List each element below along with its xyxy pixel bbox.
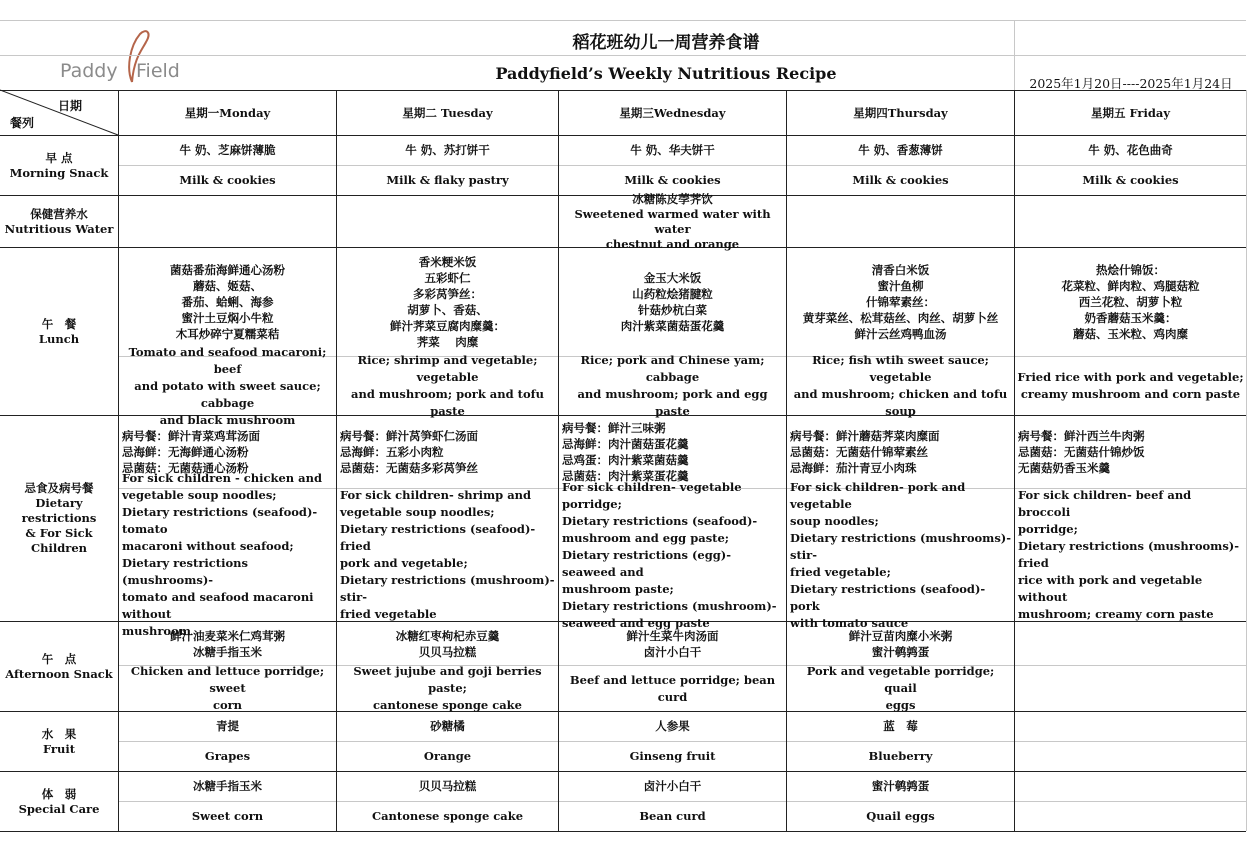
meal-label-en: Fruit [42, 741, 76, 756]
afternoon-cn-tue: 冰糖红枣枸杞赤豆羹 贝贝马拉糕 [395, 628, 500, 659]
meal-label-cn: 午 点 [41, 651, 77, 666]
afternoon-en-tue: Sweet jujube and goji berries paste; cantonese sponge cake [353, 664, 542, 712]
care-en-thu: Quail eggs [866, 809, 935, 823]
care-cn-wed: 卤汁小白干 [643, 779, 702, 793]
lunch-en-fri: Fried rice with pork and vegetable; creamy mushroom and corn paste [1017, 370, 1244, 401]
meal-label-afternoon [0, 622, 118, 711]
lunch-cn-thu: 清香白米饭 蜜汁鱼柳 什锦荤素丝： 黄芽菜丝、松茸菇丝、肉丝、胡萝卜丝 鲜汁云丝鸡鸭血汤 [802, 263, 999, 341]
lunch-cn-mon: 菌菇番茄海鲜通心汤粉 蘑菇、姬菇、 番茄、蛤蜊、海参 蜜汁土豆焖小牛粒 木耳炒碎宁夏糯菜秸 [170, 263, 285, 341]
fruit-en-fri [1015, 742, 1246, 771]
meal-label-diet [0, 416, 118, 621]
meal-label-cn: 忌食及病号餐 [24, 481, 94, 495]
morning-en-thu: Milk & cookies [852, 173, 949, 187]
fruit-cn-fri [1015, 712, 1246, 741]
morning-en-fri: Milk & cookies [1082, 173, 1179, 187]
afternoon-en-mon: Chicken and lettuce porridge; sweet corn [130, 664, 325, 712]
diet-cn-fri: 病号餐：鲜汁西兰牛肉粥 忌菌菇：无菌菇什锦炒饭 无菌菇奶香玉米羹 [1018, 429, 1145, 475]
afternoon-cn-wed: 鲜汁生菜牛肉汤面 卤汁小白干 [626, 628, 719, 659]
corner-meal-label: 餐列 [10, 116, 35, 130]
meal-label-en: Morning Snack [9, 165, 109, 180]
day-header-friday: 星期五 Friday [1090, 105, 1171, 120]
diet-cn-wed: 病号餐：鲜汁三味粥 忌海鲜：肉汁菌菇蛋花羹 忌鸡蛋：肉汁紫菜菌菇羹 忌菌菇：肉汁紫菜蛋花羹 [562, 421, 689, 483]
diet-en-thu: For sick children- pork and vegetable soup noodles; Dietary restrictions (mushrooms)-stir- fried vegetable; Dietary restrictions (seafood)- pork with tomato sauce [790, 479, 1012, 630]
meal-label-cn: 水 果 [41, 726, 77, 741]
header-line-mid [0, 55, 1246, 56]
water-wed [559, 191, 786, 251]
meal-label-en: Dietary restrictions & For Sick Children [21, 496, 97, 555]
col-line-right [1246, 90, 1247, 831]
meal-label-cn: 体 弱 [41, 786, 77, 801]
meal-label-en: Nutritious Water [4, 221, 114, 236]
water-en: Sweetened warmed water with water chestnut and orange [574, 206, 771, 251]
meal-label-cn: 早 点 [45, 150, 73, 165]
corner-date-label: 日期 [58, 99, 83, 113]
care-en-wed: Bean curd [639, 809, 706, 823]
morning-cn-thu: 牛 奶、香葱薄饼 [858, 143, 943, 157]
meal-label-en: Afternoon Snack [5, 666, 113, 681]
care-cn-tue: 贝贝马拉糕 [418, 779, 477, 793]
diet-en-fri: For sick children- beef and broccoli porridge; Dietary restrictions (mushrooms)- fried rice with pork and vegetable without mushroom; creamy corn paste [1018, 488, 1240, 621]
afternoon-cn-mon: 鲜汁油麦菜米仁鸡茸粥 冰糖手指玉米 [170, 628, 285, 659]
morning-en-mon: Milk & cookies [179, 173, 276, 187]
diet-cn-tue: 病号餐：鲜汁莴笋虾仁汤面 忌海鲜：五彩小肉粒 忌菌菇：无菌菇多彩莴笋丝 [340, 429, 478, 475]
page-title-cn: 稻花班幼儿一周营养食谱 [572, 33, 760, 53]
paddy-field-logo [48, 28, 188, 84]
lunch-en-wed: Rice; pork and Chinese yam; cabbage and mushroom; pork and egg paste [577, 353, 768, 418]
care-cn-fri [1015, 772, 1246, 801]
diet-en-mon: For sick children - chicken and vegetable soup noodles; Dietary restrictions (seafood)- tomato macaroni without seafood; Dietary restrictions (mushrooms)- tomato and seafood macaroni without mushroom [122, 471, 322, 638]
meal-label-lunch [0, 248, 118, 415]
lunch-cn-fri: 热烩什锦饭： 花菜粒、鲜肉粒、鸡腿菇粒 西兰花粒、胡萝卜粒 奶香蘑菇玉米羹： 蘑菇、玉米粒、鸡肉糜 [1061, 263, 1200, 341]
day-header-tuesday: 星期二 Tuesday [402, 105, 493, 120]
meal-label-cn: 午 餐 [41, 316, 77, 331]
afternoon-en-thu: Pork and vegetable porridge; quail eggs [806, 664, 995, 712]
logo-text-right: Field [136, 60, 180, 82]
meal-label-morning [0, 136, 118, 195]
afternoon-en-fri [1015, 666, 1246, 711]
care-en-mon: Sweet corn [191, 809, 264, 823]
day-header-wednesday: 星期三Wednesday [619, 105, 726, 120]
afternoon-en-wed: Beef and lettuce porridge; bean curd [569, 672, 776, 704]
logo-text-left: Paddy [60, 60, 118, 82]
fruit-en-mon: Grapes [204, 749, 251, 763]
care-en-fri [1015, 802, 1246, 831]
fruit-cn-wed: 人参果 [655, 719, 690, 733]
morning-cn-fri: 牛 奶、花色曲奇 [1088, 143, 1173, 157]
care-cn-mon: 冰糖手指玉米 [193, 779, 262, 793]
lunch-en-mon: Tomato and seafood macaroni; beef and potato with sweet sauce; cabbage and black mushroom [128, 344, 327, 427]
care-cn-thu: 蜜汁鹌鹑蛋 [871, 779, 930, 793]
care-en-tue: Cantonese sponge cake [371, 809, 524, 823]
diet-cn-mon: 病号餐：鲜汁青菜鸡茸汤面 忌海鲜：无海鲜通心汤粉 忌菌菇：无菌菇通心汤粉 [122, 429, 260, 475]
morning-en-wed: Milk & cookies [624, 173, 721, 187]
meal-label-en: Special Care [18, 801, 100, 816]
afternoon-cn-fri [1015, 622, 1246, 665]
fruit-en-tue: Orange [423, 749, 472, 763]
lunch-en-tue: Rice; shrimp and vegetable; vegetable and mushroom; pork and tofu paste [351, 353, 544, 418]
meal-label-fruit [0, 712, 118, 771]
fruit-en-thu: Blueberry [868, 749, 933, 763]
morning-cn-mon: 牛 奶、芝麻饼薄脆 [179, 143, 276, 157]
header-date-divider [1014, 20, 1015, 90]
day-header-thursday: 星期四Thursday [853, 105, 948, 120]
fruit-cn-mon: 青提 [216, 719, 239, 733]
meal-label-water [0, 196, 118, 247]
page-title-en: Paddyfield’s Weekly Nutritious Recipe [495, 64, 837, 83]
meal-label-cn: 保健营养水 [30, 206, 88, 221]
water-cn: 冰糖陈皮荸荠饮 [632, 191, 713, 206]
meal-label-en: Lunch [38, 331, 80, 346]
fruit-cn-tue: 砂糖橘 [430, 719, 465, 733]
meal-label-care [0, 772, 118, 831]
diet-cn-thu: 病号餐：鲜汁蘑菇荠菜肉糜面 忌菌菇：无菌菇什锦荤素丝 忌海鲜：茄汁青豆小肉珠 [790, 429, 940, 475]
fruit-en-wed: Ginseng fruit [629, 749, 716, 763]
lunch-cn-tue: 香米粳米饭 五彩虾仁 多彩莴笋丝： 胡萝卜、香菇、 鲜汁荠菜豆腐肉糜羹： 荠菜 肉糜 [390, 255, 505, 349]
lunch-cn-wed: 金玉大米饭 山药粒烩猪腱粒 针菇炒杭白菜 肉汁紫菜菌菇蛋花羹 [620, 271, 725, 333]
diet-en-tue: For sick children- shrimp and vegetable soup noodles; Dietary restrictions (seafood)- fried pork and vegetable; Dietary restrictions (mushroom)- stir- fried vegetable [340, 488, 555, 621]
date-range: 2025年1月20日----2025年1月24日 [1029, 76, 1233, 91]
afternoon-cn-thu: 鲜汁豆苗肉糜小米粥 蜜汁鹌鹑蛋 [848, 628, 953, 659]
diet-en-wed: For sick children- vegetable porridge; Dietary restrictions (seafood)- mushroom and egg paste; Dietary restrictions (egg)- seaweed and mushroom paste; Dietary restrictions (mushroom)- seaweed and egg paste [562, 479, 777, 630]
morning-cn-tue: 牛 奶、苏打饼干 [405, 143, 490, 157]
lunch-en-thu: Rice; fish wtih sweet sauce; vegetable and mushroom; chicken and tofu soup [793, 353, 1008, 418]
morning-cn-wed: 牛 奶、华夫饼干 [630, 143, 715, 157]
morning-en-tue: Milk & flaky pastry [386, 173, 509, 187]
header-line-top [0, 20, 1246, 21]
row-line [0, 831, 1246, 832]
day-header-monday: 星期一Monday [184, 105, 271, 120]
fruit-cn-thu: 蓝 莓 [883, 719, 918, 733]
